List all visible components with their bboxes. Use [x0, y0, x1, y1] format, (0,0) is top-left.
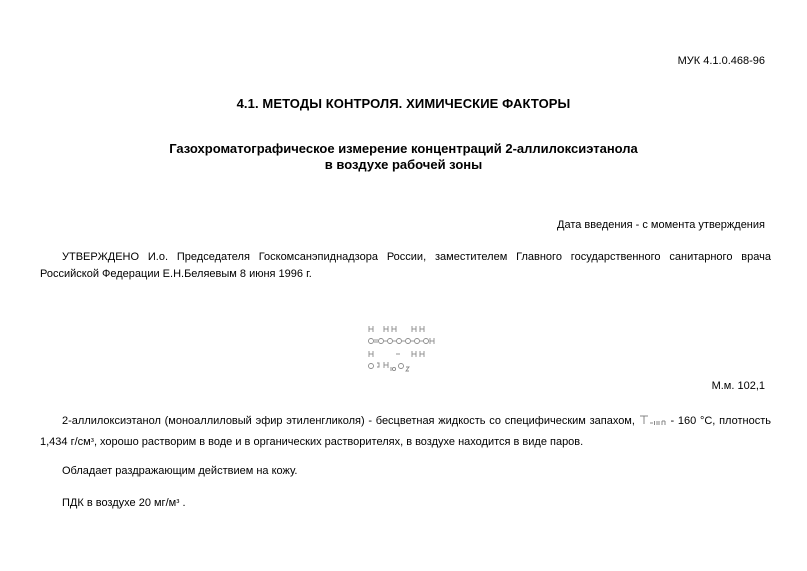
- pdk-cubic-superscript-icon: з: [176, 498, 180, 505]
- description-text-2: - 160 °С, плотность 1,434 г/см: [40, 415, 771, 448]
- cubic-superscript-icon: з: [90, 437, 94, 444]
- document-title-line-2: в воздухе рабочей зоны: [324, 157, 483, 172]
- document-title: [0, 141, 807, 173]
- pdk-text: ПДК в воздухе 20 мг/м: [62, 497, 177, 509]
- boiling-point-symbol-image: [639, 414, 667, 426]
- section-title: 4.1. МЕТОДЫ КОНТРОЛЯ. ХИМИЧЕСКИЕ ФАКТОРЫ: [236, 96, 571, 111]
- document-code: МУК 4.1.0.468-96: [677, 55, 765, 67]
- pdk-line: [62, 497, 186, 509]
- structural-formula-image: [367, 323, 447, 373]
- approval-paragraph: [40, 249, 771, 283]
- pdk-period: .: [182, 497, 186, 509]
- introduction-date: Дата введения - с момента утверждения: [557, 219, 765, 231]
- description-paragraph: [40, 412, 771, 452]
- approval-text: УТВЕРЖДЕНО И.о. Председателя Госкомсанэпиднадзора России, заместителем Главного государственного санитарного врача Российской Федерации Е.Н.Беляевым 8 июня 1996 г.: [40, 251, 771, 280]
- irritation-note: Обладает раздражающим действием на кожу.: [62, 465, 298, 477]
- description-text-3: , хорошо растворим в воде и в органических растворителях, в воздухе находится в виде паров.: [93, 436, 584, 448]
- description-text-1: 2-аллилоксиэтанол (моноаллиловый эфир этиленгликоля) - бесцветная жидкость со специфическим запахом,: [62, 415, 635, 427]
- document-title-line-1: Газохроматографическое измерение концентраций 2-аллилоксиэтанола: [169, 141, 638, 156]
- molecular-mass: М.м. 102,1: [711, 380, 765, 392]
